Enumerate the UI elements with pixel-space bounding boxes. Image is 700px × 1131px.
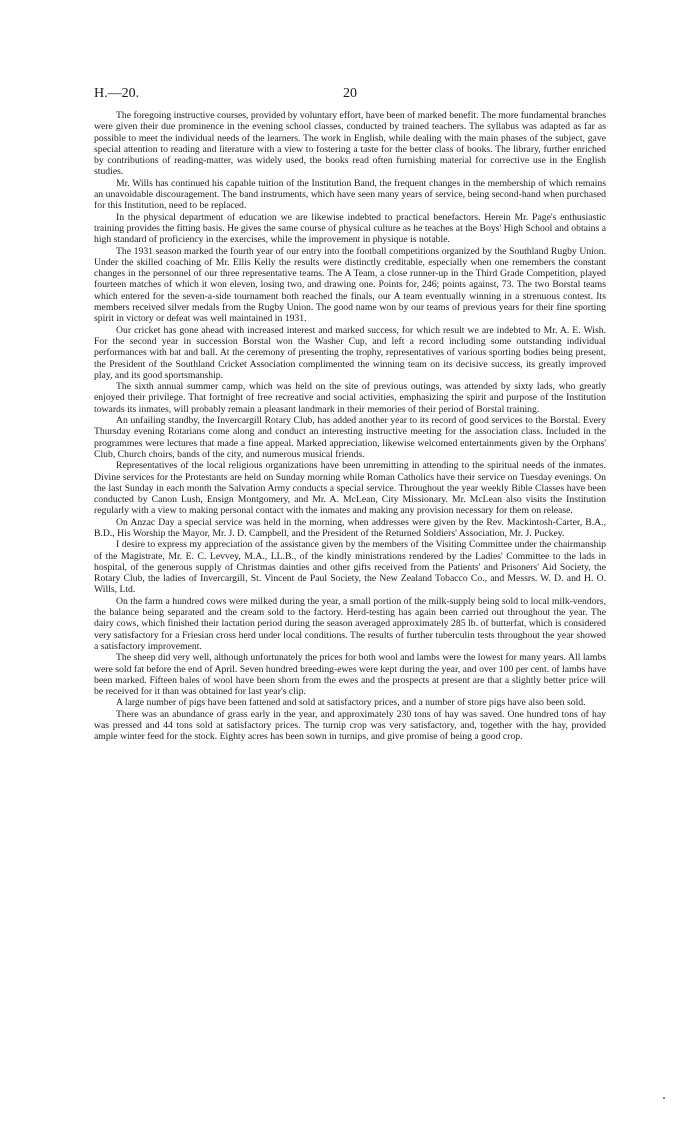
paragraph-appreciation: I desire to express my appreciation of the assistance given by the members of the Visiting Committee under the chairmanship of the Magistrate, Mr. E. C. Levvey, M.A., LL.B., of the kindly ministrations rendered by the Ladies' Committee to the lads in hospital, of the generous supply of Christmas dainties and other gifts received from the Patients' and Prisoners' Aid Society, the Rotary Club, the ladies of Invercargill, St. Vincent de Paul Society, the New Zealand Tobacco Co., and Messrs. W. D. and H. O. Wills, Ltd.	[94, 539, 606, 596]
scan-speck	[663, 1097, 665, 1099]
paragraph-football: The 1931 season marked the fourth year of our entry into the football competitions organized by the Southland Rugby Union. Under the skilled coaching of Mr. Ellis Kelly the results were distinctly creditable, especially when one remembers the constant changes in the personnel of our three representative teams. The A Team, a close runner-up in the Third Grade Competition, played fourteen matches of which it won eleven, losing two, and drawing one. Points for, 246; points against, 73. The two Borstal teams which entered for the seven-a-side tournament both reached the finals, our A team eventually winning in a strenuous contest. Its members received silver medals from the Rugby Union. The good name won by our teams of previous years for their fine sporting spirit in victory or defeat was well maintained in 1931.	[94, 245, 606, 325]
paragraph-hay-turnips: There was an abundance of grass early in the year, and approximately 230 tons of hay was saved. One hundred tons of hay was pressed and 44 tons sold at satisfactory prices. The turnip crop was very satisfactory, and, together with the hay, provided ample winter feed for the stock. Eighty acres has been sown in turnips, and give promise of being a good crop.	[94, 708, 606, 743]
paragraph-pigs: A large number of pigs have been fattened and sold at satisfactory prices, and a number of store pigs have also been sold.	[116, 697, 586, 709]
paragraph-cricket: Our cricket has gone ahead with increased interest and marked success, for which result we are indebted to Mr. A. E. Wish. For the second year in succession Borstal won the Washer Cup, and left a record including some outstanding individual performances with bat and ball. At the ceremony of presenting the trophy, representatives of various sporting bodies being present, the President of the Southland Cricket Association complimented the winning team on its decisive success, its greatly improved play, and its good sportsmanship.	[94, 324, 606, 381]
page-number: 20	[343, 86, 357, 101]
paragraph-summer-camp: The sixth annual summer camp, which was held on the site of previous outings, was attended by sixty lads, who greatly enjoyed their privilege. That fortnight of free recreative and social activities, emphasizing the spirit and purpose of the Institution towards its inmates, will probably remain a pleasant landmark in their memories of their period of Borstal training.	[94, 381, 606, 415]
paragraph-religious-services: Representatives of the local religious organizations have been unremitting in attending to the spiritual needs of the inmates. Divine services for the Protestants are held on Sunday morning while Roman Catholics have their service on Tuesday evenings. On the last Sunday in each month the Salvation Army conducts a special service. Throughout the year weekly Bible Classes have been conducted by Canon Lush, Ensign Montgomery, and Mr. A. McLean, City Missionary. Mr. McLean also visits the Institution regularly with a view to making personal contact with the inmates and making any provision necessary for them on release.	[94, 460, 606, 517]
report-body	[94, 110, 606, 743]
paragraph-rotary-club: An unfailing standby, the Invercargill Rotary Club, has added another year to its record of good services to the Borstal. Every Thursday evening Rotarians come along and conduct an interesting instructive meeting for the association class. Included in the programmes were lectures that made a fine appeal. Marked appreciation, likewise welcomed entertainments given by the Orphans' Club, Church choirs, bands of the city, and numerous musical friends.	[94, 415, 606, 460]
paragraph-anzac-day: On Anzac Day a special service was held in the morning, when addresses were given by the Rev. Mackintosh-Carter, B.A., B.D., His Worship the Mayor, Mr. J. D. Campbell, and the President of the Returned Soldiers' Association, Mr. J. Puckey.	[94, 516, 606, 539]
paragraph-sheep: The sheep did very well, although unfortunately the prices for both wool and lambs were the lowest for many years. All lambs were sold fat before the end of April. Seven hundred breeding-ewes were kept during the year, and over 100 per cent. of lambs have been marked. Fifteen bales of wool have been shorn from the ewes and the prospects at present are that a slightly better price will be received for it than was obtained for last year's clip.	[94, 652, 606, 698]
paragraph-farm-dairy: On the farm a hundred cows were milked during the year, a small portion of the milk-supply being sold to local milk-vendors, the balance being separated and the cream sold to the factory. Herd-testing has again been carried out throughout the year. The dairy cows, which finished their lactation period during the season averaged approximately 285 lb. of butterfat, which is considered very satisfactory for a Friesian cross herd under local conditions. The results of further tuberculin tests throughout the year showed a satisfactory improvement.	[94, 595, 606, 652]
paragraph-instructive-courses: The foregoing instructive courses, provided by voluntary effort, have been of marked benefit. The more fundamental branches were given their due prominence in the evening school classes, conducted by trained teachers. The syllabus was adapted as far as possible to meet the individual needs of the learners. The work in English, while dealing with the main phases of the subject, gave special attention to reading and literature with a view to fostering a taste for the better class of books. The library, further enriched by contributions of reading-matter, was widely used, the books read often furnishing material for corrective use in the English studies.	[94, 110, 606, 178]
report-reference: H.—20.	[94, 86, 140, 101]
paragraph-physical-education: In the physical department of education we are likewise indebted to practical benefactors. Herein Mr. Page's enthusiastic training provides the fitting basis. He gives the same course of physical culture as he teaches at the Boys' High School and obtains a high standard of proficiency in the exercises, while the improvement in physique is notable.	[94, 211, 606, 246]
page-header	[94, 86, 606, 102]
paragraph-institution-band: Mr. Wills has continued his capable tuition of the Institution Band, the frequent changes in the membership of which remains an unavoidable discouragement. The band instruments, which have seen many years of service, being second-hand when purchased for this Institution, need to be replaced.	[94, 177, 606, 212]
